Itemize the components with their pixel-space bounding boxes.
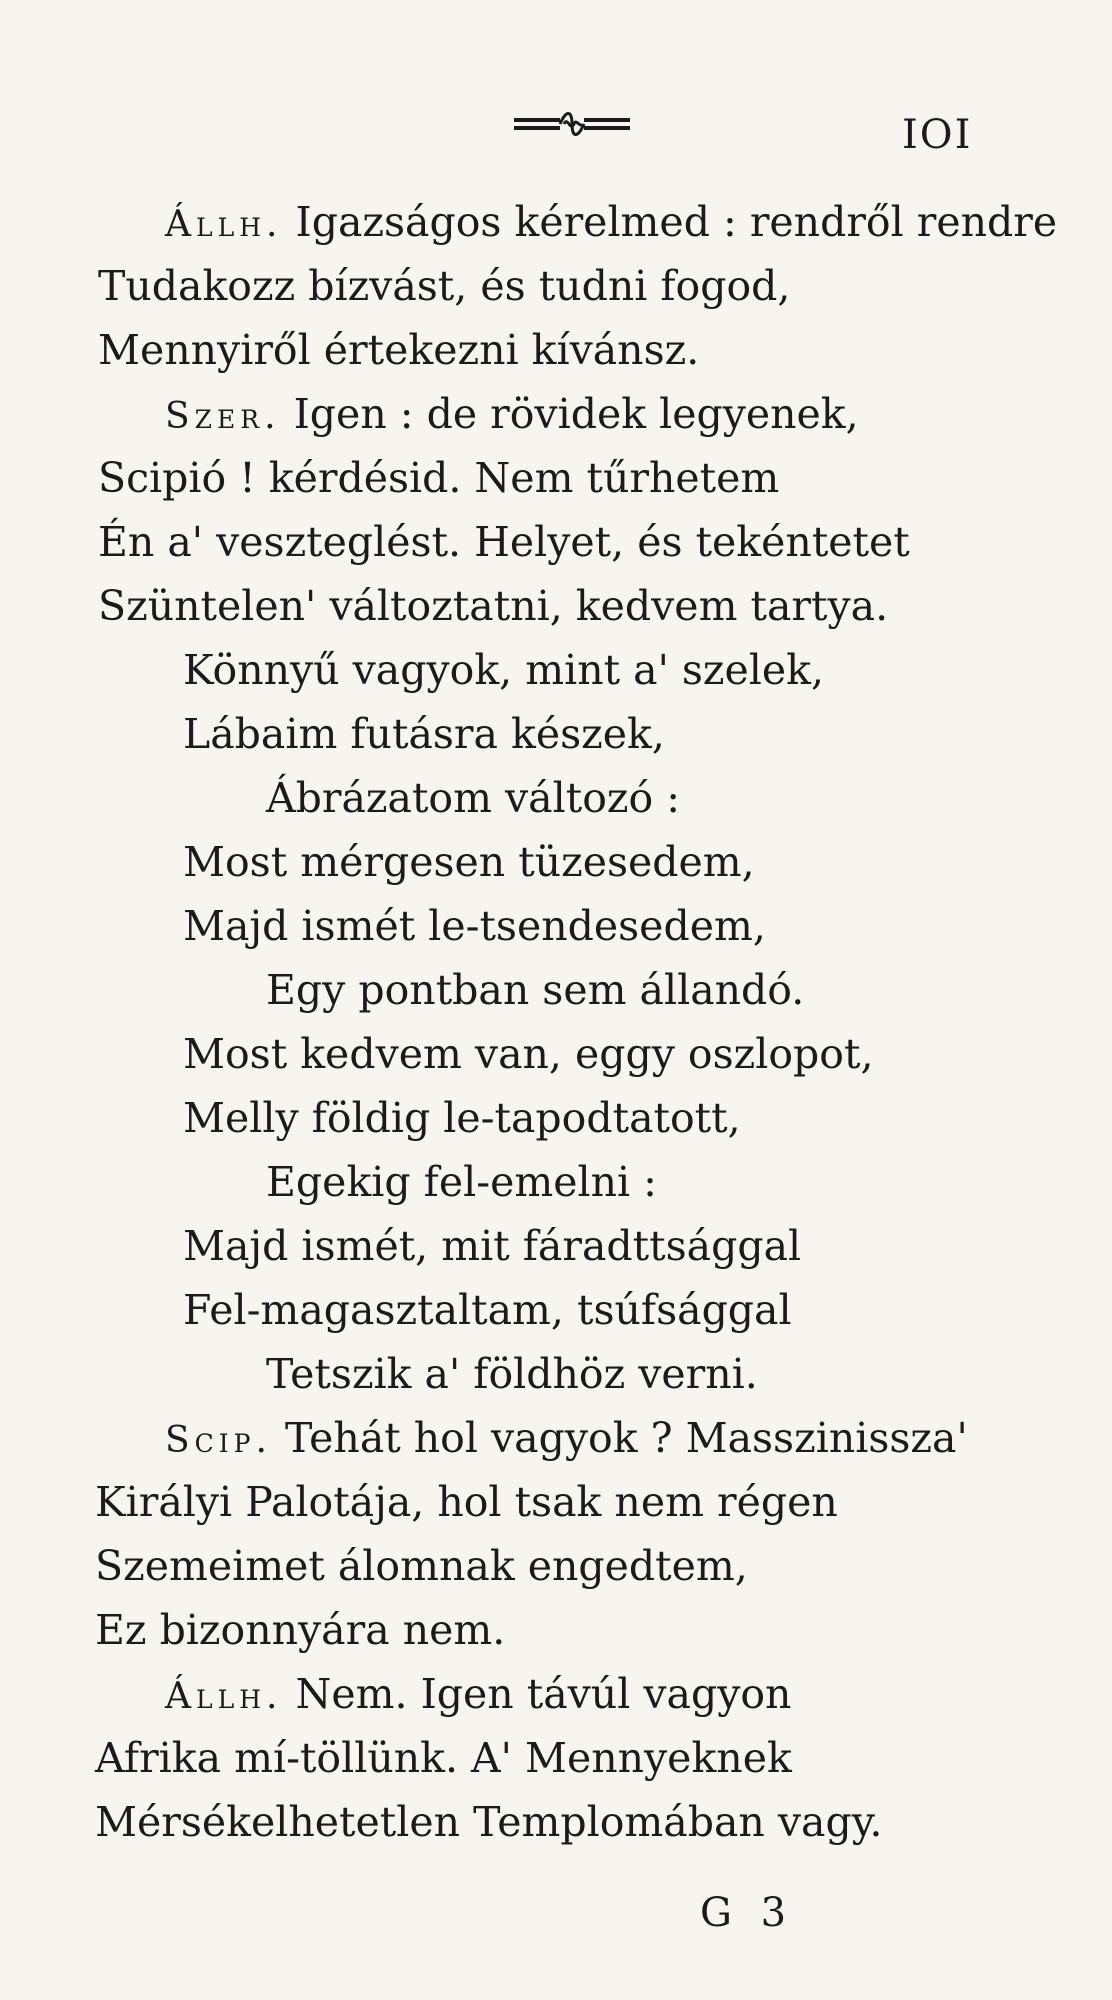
verse-line: Most mérgesen tüzesedem, bbox=[183, 838, 755, 886]
verse-line: Mennyiről értekezni kívánsz. bbox=[98, 326, 700, 374]
verse-line: Melly földig le-tapodtatott, bbox=[183, 1094, 741, 1142]
page-number: IOI bbox=[902, 112, 973, 158]
verse-line: Királyi Palotája, hol tsak nem régen bbox=[95, 1478, 838, 1526]
dialogue-line bbox=[165, 198, 1057, 249]
verse-line: Szüntelen' változtatni, kedvem tartya. bbox=[98, 582, 889, 630]
verse-line: Könnyű vagyok, mint a' szelek, bbox=[183, 646, 825, 694]
verse-line: Majd ismét le-tsendesedem, bbox=[183, 902, 766, 950]
line-text: Igazságos kérelmed : rendről rendre bbox=[295, 198, 1058, 246]
dialogue-line bbox=[165, 390, 859, 441]
verse-line: Tudakozz bízvást, és tudni fogod, bbox=[98, 262, 791, 310]
verse-line: Afrika mí-töllünk. A' Mennyeknek bbox=[95, 1734, 792, 1782]
dialogue-line bbox=[165, 1670, 791, 1721]
verse-line: Mérsékelhetetlen Templomában vagy. bbox=[95, 1798, 883, 1846]
speaker-name: Állh. bbox=[165, 204, 283, 245]
dialogue-line bbox=[165, 1414, 968, 1465]
line-text: Nem. Igen távúl vagyon bbox=[295, 1670, 792, 1718]
line-text: Tehát hol vagyok ? Masszinissza' bbox=[284, 1414, 968, 1462]
verse-line: Tetszik a' földhöz verni. bbox=[266, 1350, 758, 1398]
verse-line: Ez bizonnyára nem. bbox=[95, 1606, 506, 1654]
verse-line: Most kedvem van, eggy oszlopot, bbox=[183, 1030, 874, 1078]
verse-line: Majd ismét, mit fáradttsággal bbox=[183, 1222, 802, 1270]
signature-mark: G 3 bbox=[700, 1890, 795, 1936]
verse-line: Én a' veszteglést. Helyet, és tekéntetet bbox=[98, 518, 910, 566]
speaker-name: Szer. bbox=[165, 396, 281, 437]
verse-line: Egy pontban sem állandó. bbox=[266, 966, 805, 1014]
verse-line: Ábrázatom változó : bbox=[266, 774, 681, 822]
verse-line: Szemeimet álomnak engedtem, bbox=[95, 1542, 748, 1590]
ornament-icon bbox=[512, 104, 632, 144]
verse-line: Egekig fel-emelni : bbox=[266, 1158, 657, 1206]
speaker-name: Állh. bbox=[165, 1676, 283, 1717]
line-text: Igen : de rövidek legyenek, bbox=[293, 390, 859, 438]
speaker-name: Scip. bbox=[165, 1420, 272, 1461]
verse-line: Fel-magasztaltam, tsúfsággal bbox=[183, 1286, 792, 1334]
verse-line: Scipió ! kérdésid. Nem tűrhetem bbox=[98, 454, 780, 502]
verse-line: Lábaim futásra készek, bbox=[183, 710, 665, 758]
